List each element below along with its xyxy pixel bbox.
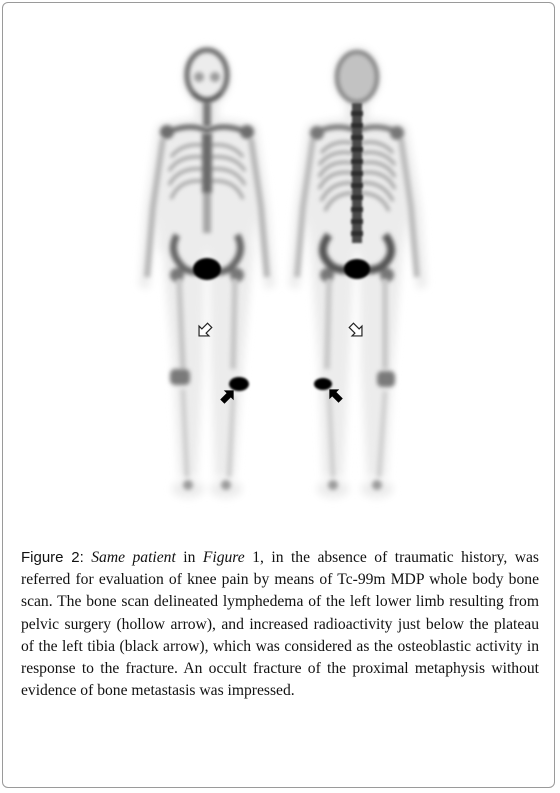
anterior-tibia-hotspot — [229, 377, 249, 391]
bone-scan-image — [7, 7, 553, 527]
anterior-bladder — [193, 258, 221, 280]
caption-body-text: 1, in the absence of traumatic history, was referred for evaluation of knee pain by means of Tc-99m MDP whole body bone scan. The bone scan delineated lymphedema of the left lower limb resulting from pelvic surgery (hollow arrow), and increased radioactivity just below the plateau of the left tibia (black arrow), which was considered as the osteoblastic activity in response to the fracture. An occult fracture of the proximal metaphysis without evidence of bone metastasis was impressed. — [21, 549, 539, 700]
anterior-view — [139, 47, 275, 498]
posterior-tibia-hotspot — [314, 378, 332, 390]
posterior-spine — [351, 103, 363, 243]
figure-caption — [21, 547, 539, 702]
caption-italic-same-patient: Same patient — [91, 549, 176, 566]
caption-italic-figure: Figure — [202, 549, 245, 566]
posterior-view — [289, 47, 427, 498]
posterior-bladder — [344, 259, 370, 279]
figure-label: Figure 2: — [21, 549, 84, 566]
caption-text-in: in — [175, 549, 203, 566]
posterior-skull — [337, 52, 377, 102]
figure-frame — [2, 2, 555, 788]
